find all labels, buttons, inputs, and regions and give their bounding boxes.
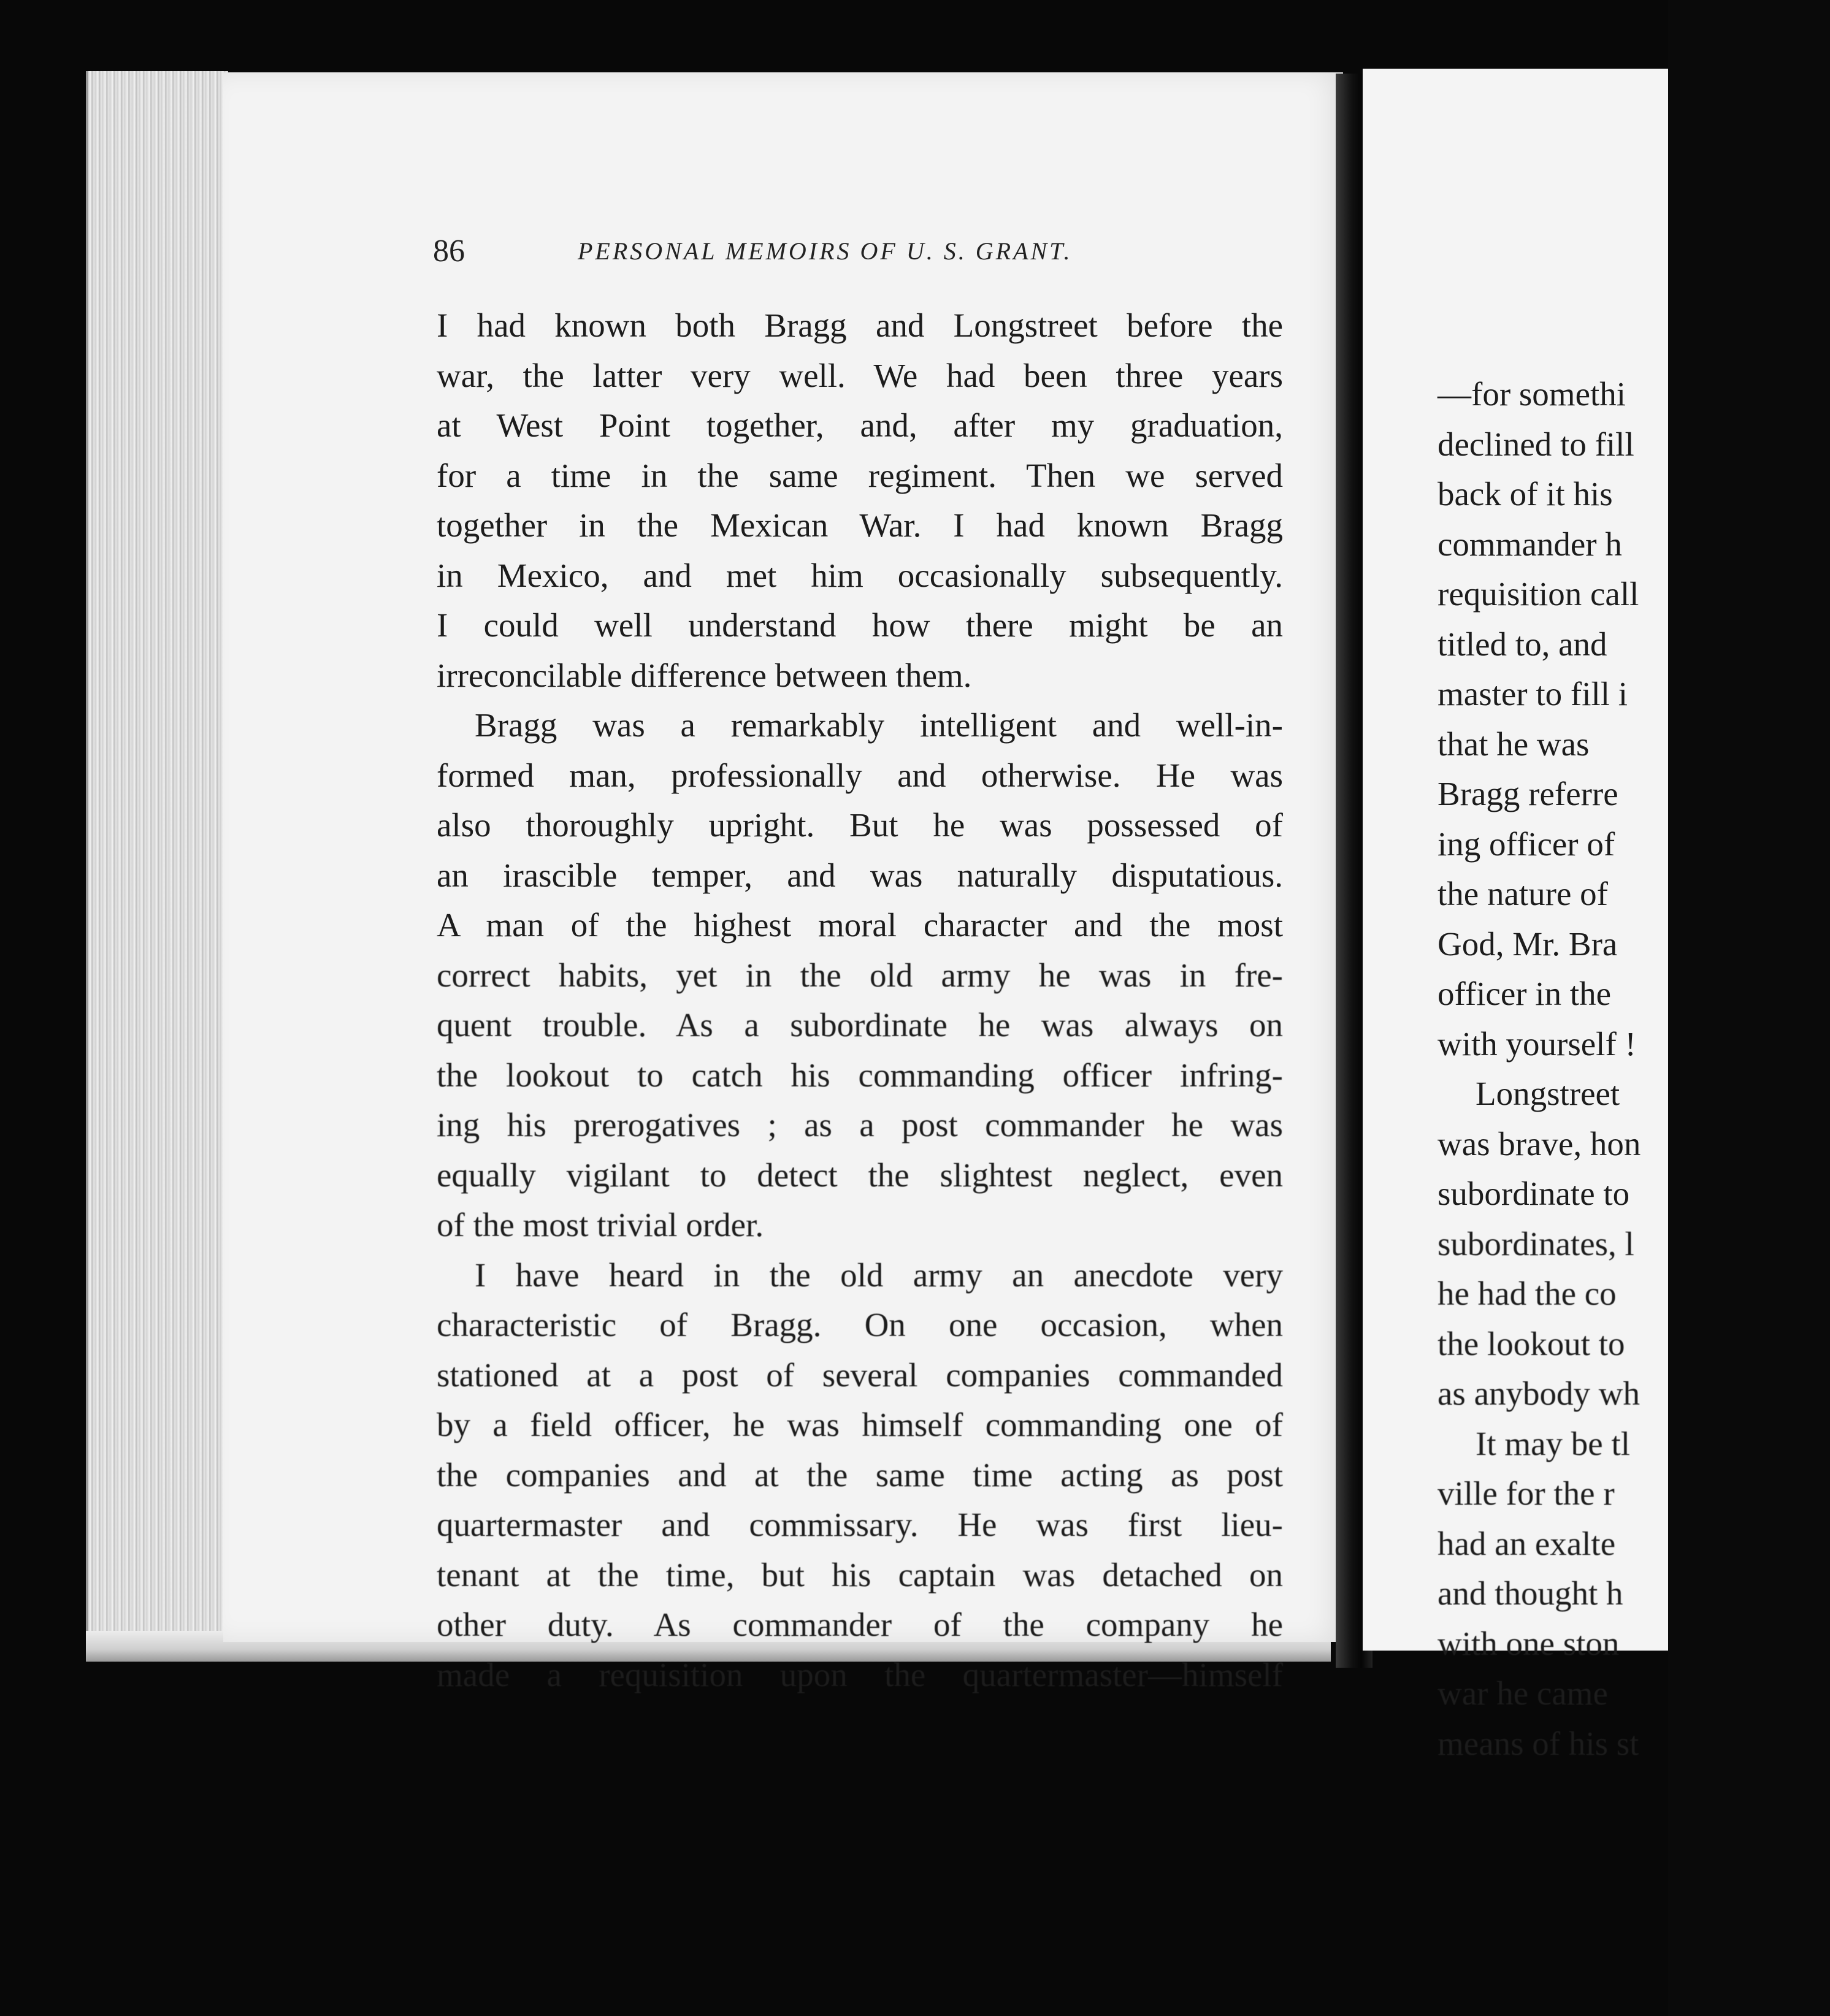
text-line: officer in the <box>1438 975 1612 1012</box>
text-line: subordinate to <box>1438 1175 1630 1212</box>
text-line: characteristic of Bragg. On one occasion, when <box>437 1306 1283 1343</box>
text-line: and thought h <box>1438 1575 1623 1612</box>
text-line: It may be tl <box>1476 1424 1631 1462</box>
text-line: Bragg referre <box>1438 775 1618 812</box>
right-page <box>1363 69 1668 1762</box>
text-line: by a field officer, he was himself commanding one of <box>437 1406 1283 1443</box>
text-line: master to fill i <box>1438 675 1628 712</box>
text-line: war, the latter very well. We had been three years <box>437 356 1283 394</box>
text-line: God, Mr. Bra <box>1438 925 1618 963</box>
text-line: titled to, and <box>1438 625 1607 663</box>
text-line: together in the Mexican War. I had known Bragg <box>437 506 1283 544</box>
text-line: commander h <box>1438 525 1622 563</box>
text-line: in Mexico, and met him occasionally subsequently. <box>437 556 1283 594</box>
text-line: an irascible temper, and was naturally disputatious. <box>437 856 1283 894</box>
text-line: also thoroughly upright. But he was possessed of <box>437 806 1283 844</box>
text-line: of the most trivial order. <box>437 1206 764 1243</box>
book-page-edges <box>86 71 228 1659</box>
text-line: equally vigilant to detect the slightest neglect, even <box>437 1156 1283 1194</box>
text-line: tenant at the time, but his captain was detached on <box>437 1556 1283 1594</box>
text-line: made a requisition upon the quartermaster—himself <box>437 1655 1283 1693</box>
text-line: ville for the r <box>1438 1475 1615 1512</box>
page-number: 86 <box>433 234 465 269</box>
text-line: declined to fill <box>1438 425 1634 463</box>
text-line: quent trouble. As a subordinate he was always on <box>437 1006 1283 1044</box>
text-line: back of it his <box>1438 475 1613 513</box>
text-line: stationed at a post of several companies commanded <box>437 1356 1283 1394</box>
text-line: with yourself ! <box>1438 1025 1636 1063</box>
text-line: ing his prerogatives ; as a post commander he was <box>437 1106 1283 1144</box>
text-line: —for somethi <box>1438 375 1626 413</box>
text-line: other duty. As commander of the company he <box>437 1606 1283 1643</box>
text-line: had an exalte <box>1438 1524 1616 1562</box>
text-line: subordinates, l <box>1438 1224 1634 1262</box>
left-page-text <box>437 300 1283 1700</box>
text-line: means of his st <box>1438 1724 1639 1762</box>
text-line: I had known both Bragg and Longstreet before the <box>437 307 1283 344</box>
text-line: correct habits, yet in the old army he was in fre- <box>437 956 1283 994</box>
running-head: PERSONAL MEMOIRS OF U. S. GRANT. <box>578 237 1073 265</box>
text-line: irreconcilable difference between them. <box>437 656 972 694</box>
text-line: the companies and at the same time acting as post <box>437 1456 1283 1494</box>
text-line: war he came <box>1438 1674 1608 1712</box>
text-line: the nature of <box>1438 875 1608 912</box>
text-line: as anybody wh <box>1438 1375 1640 1412</box>
text-line: I could well understand how there might be an <box>437 606 1283 644</box>
text-line: ing officer of <box>1438 825 1615 863</box>
text-line: at West Point together, and, after my graduation, <box>437 407 1283 444</box>
text-line: for a time in the same regiment. Then we served <box>437 456 1283 494</box>
text-line: requisition call <box>1438 575 1639 613</box>
text-line: A man of the highest moral character and the most <box>437 906 1283 944</box>
text-line: he had the co <box>1438 1275 1617 1312</box>
text-line: the lookout to catch his commanding officer infring- <box>437 1056 1283 1094</box>
text-line: I have heard in the old army an anecdote very <box>475 1256 1283 1294</box>
text-line: Bragg was a remarkably intelligent and well-in- <box>475 706 1283 744</box>
text-line: that he was <box>1438 725 1590 763</box>
text-line: was brave, hon <box>1438 1124 1641 1163</box>
text-line: formed man, professionally and otherwise. He was <box>437 756 1283 794</box>
right-page-text <box>1438 369 1830 1768</box>
text-line: the lookout to <box>1438 1324 1625 1362</box>
text-line: with one ston <box>1438 1624 1620 1662</box>
text-line: quartermaster and commissary. He was first lieu- <box>437 1506 1283 1543</box>
text-line: Longstreet <box>1476 1075 1620 1112</box>
page-header <box>433 233 1169 282</box>
